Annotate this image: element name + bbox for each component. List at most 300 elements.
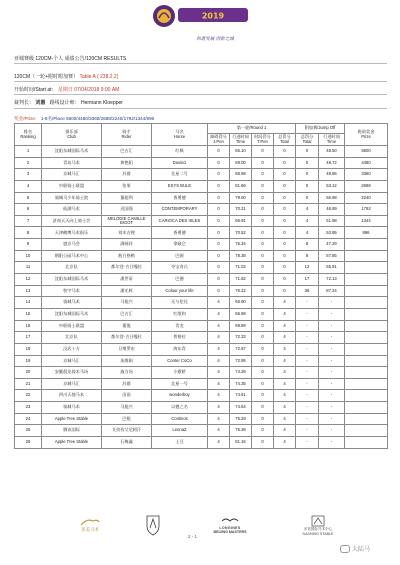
cell-tpen: 0	[252, 390, 274, 402]
cell-time: 74.26	[230, 367, 252, 379]
table-row	[15, 274, 388, 286]
cell-jo-time: 53.12	[319, 180, 345, 192]
cell-jo-time: -	[319, 437, 345, 449]
cell-jo-time: -	[319, 378, 345, 390]
cell-jpen: 4	[208, 367, 230, 379]
logo-text: 2019	[201, 11, 225, 21]
chat-icon	[340, 545, 350, 553]
cell-prize: 1792	[345, 204, 388, 216]
table-row	[15, 378, 388, 390]
cell-prize	[345, 425, 388, 437]
col-club: 俱乐部 Club	[42, 124, 102, 146]
cell-rank: 1	[15, 146, 42, 158]
col-jo-time: 行进时间 Time	[319, 134, 345, 146]
cell-time: 75.34	[230, 239, 252, 251]
cell-jo-total: -	[296, 297, 319, 309]
cell-jpen: 0	[208, 146, 230, 158]
cell-club: 骑城马术	[42, 402, 102, 414]
cell-total: 0	[274, 192, 296, 204]
cell-jo-total: 8	[296, 250, 319, 262]
cell-tpen: 0	[252, 308, 274, 320]
cell-jpen: 4	[208, 390, 230, 402]
cell-tpen: 0	[252, 250, 274, 262]
cell-jpen: 4	[208, 355, 230, 367]
cell-club: 朝阳公园马术中心	[42, 250, 102, 262]
table-row	[15, 308, 388, 320]
cell-total: 0	[274, 215, 296, 227]
watermark	[340, 544, 370, 553]
divider	[14, 94, 387, 95]
cell-horse: 海东青	[152, 343, 208, 355]
cell-total: 4	[274, 413, 296, 425]
start-label: 开始时间/Start at：	[14, 87, 57, 93]
cell-rider: 艾孜孜艾尼阿汗	[102, 425, 152, 437]
cell-time: 74.35	[230, 378, 252, 390]
cell-time: 74.64	[230, 402, 252, 414]
cell-tpen: 0	[252, 274, 274, 286]
cell-time: 81.16	[230, 437, 252, 449]
cell-rank: 22	[15, 390, 42, 402]
cell-time: 71.02	[230, 262, 252, 274]
cell-rank: 23	[15, 402, 42, 414]
cell-total: 0	[274, 180, 296, 192]
cell-horse: 香勇德	[152, 227, 208, 239]
cell-jo-total: -	[296, 425, 319, 437]
cell-rider: 潘光辉	[102, 285, 152, 297]
table-row	[15, 332, 388, 344]
cell-prize	[345, 332, 388, 344]
cell-jpen: 0	[208, 157, 230, 169]
cell-jo-total: -	[296, 413, 319, 425]
cell-rank: 21	[15, 378, 42, 390]
cell-total: 4	[274, 437, 296, 449]
cell-total: 4	[274, 297, 296, 309]
cell-jo-time: 46.89	[319, 204, 345, 216]
designer-label: 路线设计师：	[49, 100, 80, 106]
cell-tpen: 0	[252, 378, 274, 390]
cell-time: 69.89	[230, 320, 252, 332]
table-spec	[14, 73, 118, 80]
cell-club: 四川天骏马术	[42, 390, 102, 402]
table-row	[15, 215, 388, 227]
cell-total: 0	[274, 239, 296, 251]
cell-horse: CARIOCA DES ISLES	[152, 215, 208, 227]
table-row	[15, 297, 388, 309]
cell-jo-time: 55.91	[319, 262, 345, 274]
cell-horse: 拿破仑	[152, 239, 208, 251]
cell-rank: 16	[15, 320, 42, 332]
cell-prize	[345, 413, 388, 425]
table-row	[15, 355, 388, 367]
cell-tpen: 0	[252, 320, 274, 332]
table-row	[15, 425, 388, 437]
table-row	[15, 204, 388, 216]
cell-horse: CONTEMPORARY	[152, 204, 208, 216]
cell-time: 79.00	[230, 192, 252, 204]
cell-jpen: 4	[208, 320, 230, 332]
cell-tpen: 0	[252, 146, 274, 158]
cell-jpen: 0	[208, 262, 230, 274]
cell-jpen: 0	[208, 169, 230, 181]
cell-club: 安徽晨龙骑术马场	[42, 367, 102, 379]
cell-prize	[345, 437, 388, 449]
start-value: 星期日 07/04/2018 9:00 AM	[57, 87, 120, 93]
cell-club: 京城马汇	[42, 378, 102, 390]
cell-jpen: 0	[208, 204, 230, 216]
cell-total: 0	[274, 146, 296, 158]
cell-club: 腾讯国际	[42, 425, 102, 437]
horse-logo-icon	[79, 517, 101, 527]
cell-tpen: 0	[252, 262, 274, 274]
cell-time: 76.22	[230, 285, 252, 297]
cell-rank: 10	[15, 250, 42, 262]
sponsor4-line1: 多美国际马术中心	[303, 526, 333, 531]
cell-rider: 潘世蒂	[102, 274, 152, 286]
cell-rider: 满郝祥	[102, 239, 152, 251]
cell-time: 71.62	[230, 274, 252, 286]
cell-prize: 1344	[345, 215, 388, 227]
cell-total: 0	[274, 169, 296, 181]
cell-jo-time: -	[319, 320, 345, 332]
cell-tpen: 0	[252, 192, 274, 204]
cell-rank: 14	[15, 297, 42, 309]
col-r1-time: 行进时间 Time	[230, 134, 252, 146]
cell-horse: 以德之名	[152, 402, 208, 414]
cell-jo-time: 49.85	[319, 169, 345, 181]
col-round1: 第一轮/Round 1	[208, 124, 296, 134]
cell-jo-time: 87.24	[319, 285, 345, 297]
table-row	[15, 146, 388, 158]
col-prize: 税前奖金 Prize	[345, 124, 388, 146]
header-row	[15, 124, 388, 134]
cell-horse: Davinci	[152, 157, 208, 169]
cell-jo-total: 4	[296, 204, 319, 216]
cell-jo-total: 0	[296, 146, 319, 158]
cell-total: 4	[274, 320, 296, 332]
cell-club: 京城马汇	[42, 169, 102, 181]
cell-jo-time: -	[319, 297, 345, 309]
cell-rank: 25	[15, 425, 42, 437]
shield-logo-icon	[145, 514, 161, 536]
cell-rider: 马旭兴	[102, 297, 152, 309]
cell-prize	[345, 390, 388, 402]
results-table	[14, 123, 388, 449]
cell-jo-time: 47.29	[319, 239, 345, 251]
cell-club: 盛京马会	[42, 239, 102, 251]
col-rider: 骑手 Rider	[102, 124, 152, 146]
cell-tpen: 0	[252, 215, 274, 227]
col-jo-total: 总罚分 Total	[296, 134, 319, 146]
cell-rider: 敖日格勒	[102, 250, 152, 262]
cell-jo-total: -	[296, 308, 319, 320]
cell-total: 4	[274, 332, 296, 344]
cell-rider: 巴古汇	[102, 146, 152, 158]
table-row	[15, 390, 388, 402]
cell-jo-time: 51.98	[319, 215, 345, 227]
cell-jo-total: 12	[296, 262, 319, 274]
cell-jpen: 0	[208, 239, 230, 251]
cell-horse: 北星二号	[152, 169, 208, 181]
cell-time: 69.00	[230, 157, 252, 169]
cell-total: 0	[274, 204, 296, 216]
cell-horse: 青龙	[152, 320, 208, 332]
prize-label: 奖金/Prize：	[14, 116, 40, 121]
table-row	[15, 180, 388, 192]
cell-jo-total: -	[296, 343, 319, 355]
cell-jo-time: 49.72	[319, 157, 345, 169]
cell-time: 75.29	[230, 413, 252, 425]
cell-time: 78.38	[230, 250, 252, 262]
cell-jo-time: -	[319, 425, 345, 437]
cell-time: 81.66	[230, 180, 252, 192]
cell-prize	[345, 308, 388, 320]
cell-time: 74.61	[230, 390, 252, 402]
cell-jo-total: -	[296, 378, 319, 390]
cell-jpen: 0	[208, 250, 230, 262]
cell-rank: 11	[15, 262, 42, 274]
cell-jo-total: -	[296, 437, 319, 449]
cell-rider: 马旭兴	[102, 402, 152, 414]
cell-rank: 5	[15, 192, 42, 204]
cell-total: 4	[274, 355, 296, 367]
cell-jo-total: -	[296, 402, 319, 414]
cell-prize: 2688	[345, 180, 388, 192]
cell-rank: 26	[15, 437, 42, 449]
cell-rider: 巴古汇	[102, 308, 152, 320]
cell-jo-time: -	[319, 402, 345, 414]
cell-horse: Colour your life	[152, 285, 208, 297]
cell-time: 72.95	[230, 355, 252, 367]
table-row	[15, 413, 388, 425]
cell-tpen: 0	[252, 413, 274, 425]
cell-jo-total: -	[296, 390, 319, 402]
cell-total: 0	[274, 285, 296, 297]
cell-jpen: 0	[208, 285, 230, 297]
cell-tpen: 0	[252, 169, 274, 181]
cell-club: 天津鹤博马术俱乐	[42, 227, 102, 239]
cell-jo-total: -	[296, 367, 319, 379]
cell-rank: 15	[15, 308, 42, 320]
cell-rank: 4	[15, 180, 42, 192]
cell-tpen: 0	[252, 355, 274, 367]
cell-club: 骑城马术	[42, 297, 102, 309]
cell-rank: 17	[15, 332, 42, 344]
cell-club: 中联骑士联盟	[42, 180, 102, 192]
cell-prize	[345, 355, 388, 367]
prize-value: 1-8名/Place 5600/4480/3360/2688/2240/1792/1344/896	[40, 116, 155, 121]
cell-jpen: 0	[208, 227, 230, 239]
cell-club: 骑城马少年骑士院	[42, 192, 102, 204]
cell-jpen: 0	[208, 180, 230, 192]
cell-time: 68.98	[230, 169, 252, 181]
table-row	[15, 192, 388, 204]
cell-jo-time: -	[319, 308, 345, 320]
cell-horse: 土豆	[152, 437, 208, 449]
cell-club: 汉武十方	[42, 343, 102, 355]
table-row	[15, 239, 388, 251]
table-row	[15, 250, 388, 262]
cell-club: 济南天天向上骑士会	[42, 215, 102, 227]
cell-time: 72.33	[230, 332, 252, 344]
judges-label: 裁判长：	[14, 100, 35, 106]
cell-club: 北京队	[42, 262, 102, 274]
cell-jo-time: -	[319, 343, 345, 355]
table-row	[15, 169, 388, 181]
start-time	[14, 86, 119, 93]
results-body	[15, 146, 388, 449]
col-rank: 排名 Ranking	[15, 124, 42, 146]
divider	[14, 81, 387, 82]
table-row	[15, 367, 388, 379]
cell-prize	[345, 320, 388, 332]
cell-club: 沈阳东城国际马术	[42, 146, 102, 158]
cell-total: 4	[274, 425, 296, 437]
cell-rank: 2	[15, 157, 42, 169]
cell-jo-time: -	[319, 390, 345, 402]
cell-rider: 张果	[102, 180, 152, 192]
cell-rider: 施当场	[102, 367, 152, 379]
cell-jo-time: -	[319, 355, 345, 367]
sponsor-shield	[142, 510, 164, 540]
sponsor-longines	[196, 510, 264, 540]
divider	[14, 108, 387, 109]
col-r1-total: 总罚分 Total	[274, 134, 296, 146]
cell-club: Apple Tree Stable	[42, 437, 102, 449]
cell-jo-total: 17	[296, 274, 319, 286]
cell-jpen: 4	[208, 437, 230, 449]
col-r1-tpen: 时间罚分 T.Pen	[252, 134, 274, 146]
cell-total: 0	[274, 250, 296, 262]
cell-jo-total: -	[296, 332, 319, 344]
cell-jo-total: 0	[296, 192, 319, 204]
cell-rank: 13	[15, 285, 42, 297]
cell-jpen: 4	[208, 308, 230, 320]
table-spec-prefix: 120CM（一轮+附时附加赛）	[14, 74, 79, 80]
cell-rank: 6	[15, 204, 42, 216]
cell-jo-time: -	[319, 332, 345, 344]
cell-tpen: 0	[252, 297, 274, 309]
cell-rider: 旦增罗布	[102, 343, 152, 355]
cell-total: 4	[274, 402, 296, 414]
cell-prize: 2240	[345, 192, 388, 204]
table-row	[15, 227, 388, 239]
cell-club: 仙湖马术	[42, 204, 102, 216]
cell-jpen: 0	[208, 192, 230, 204]
cell-time: 72.67	[230, 343, 252, 355]
cell-prize: 896	[345, 227, 388, 239]
cell-tpen: 0	[252, 157, 274, 169]
cell-rider: 石梅鑫	[102, 437, 152, 449]
cell-jpen: 4	[208, 378, 230, 390]
cell-total: 4	[274, 343, 296, 355]
table-row	[15, 343, 388, 355]
cell-rank: 18	[15, 343, 42, 355]
cell-horse: 红歌和	[152, 308, 208, 320]
cell-club: 沈阳东城国际马术	[42, 274, 102, 286]
cell-jo-total: 0	[296, 157, 319, 169]
cell-prize	[345, 274, 388, 286]
cell-prize	[345, 297, 388, 309]
sponsor3-line1: LONGINES	[219, 526, 241, 530]
cell-time: 66.90	[230, 297, 252, 309]
cell-rider: 苏群	[102, 169, 152, 181]
page-number: 2 - 1	[188, 534, 198, 539]
cell-jpen: 4	[208, 343, 230, 355]
cell-jpen: 0	[208, 274, 230, 286]
cell-time: 75.39	[230, 425, 252, 437]
cell-club: 沈阳东城国际马术	[42, 308, 102, 320]
event-logo	[150, 2, 250, 30]
cell-jo-time: -	[319, 367, 345, 379]
table-row	[15, 262, 388, 274]
cell-rider: 田雨	[102, 390, 152, 402]
sponsor1-name: 多美马术	[81, 527, 99, 532]
cell-total: 4	[274, 390, 296, 402]
cell-jo-total: 4	[296, 227, 319, 239]
slogan: 和谐发展 创新之城	[196, 37, 234, 42]
cell-club: 青岛马术	[42, 157, 102, 169]
cell-horse: LeonaZ	[152, 425, 208, 437]
cell-total: 4	[274, 308, 296, 320]
cell-rank: 8	[15, 227, 42, 239]
cell-jpen: 4	[208, 297, 230, 309]
cell-prize	[345, 250, 388, 262]
winged-hourglass-icon	[221, 516, 239, 526]
cell-jo-time: 57.85	[319, 250, 345, 262]
sponsor-dashing	[290, 510, 346, 540]
cell-horse: 巴德	[152, 274, 208, 286]
cell-rider: 迟国强	[102, 204, 152, 216]
cell-horse: 红枫	[152, 146, 208, 158]
cell-rider: 刘木吉理	[102, 227, 152, 239]
cell-rank: 19	[15, 355, 42, 367]
cell-prize	[345, 239, 388, 251]
cell-rider: 董超利	[102, 192, 152, 204]
cell-jpen: 4	[208, 402, 230, 414]
cell-rider: 董俊	[102, 320, 152, 332]
cell-tpen: 0	[252, 180, 274, 192]
cell-club: 京城马汇	[42, 355, 102, 367]
cell-horse: 北星一号	[152, 378, 208, 390]
cell-tpen: 0	[252, 285, 274, 297]
cell-jpen: 0	[208, 215, 230, 227]
cell-prize	[345, 262, 388, 274]
cell-prize: 5600	[345, 146, 388, 158]
cell-jo-time: 72.13	[319, 274, 345, 286]
cell-time: 66.91	[230, 215, 252, 227]
cell-horse: 香勇德	[152, 192, 208, 204]
cell-tpen: 0	[252, 367, 274, 379]
col-r1-jpen: 障碍罚分 J.Pen	[208, 134, 230, 146]
cell-time: 70.52	[230, 227, 252, 239]
cell-total: 4	[274, 378, 296, 390]
cell-jo-total: 4	[296, 215, 319, 227]
cell-jpen: 4	[208, 332, 230, 344]
cell-tpen: 0	[252, 402, 274, 414]
cell-jpen: 4	[208, 413, 230, 425]
stable-logo-icon	[311, 515, 325, 527]
judges-name: 刘惠	[35, 100, 46, 106]
cell-total: 0	[274, 157, 296, 169]
cell-prize	[345, 402, 388, 414]
cell-total: 0	[274, 274, 296, 286]
table-row	[15, 285, 388, 297]
cell-rank: 9	[15, 239, 42, 251]
cell-prize	[345, 285, 388, 297]
cell-rider: 都尔登·吉日嘎拉	[102, 332, 152, 344]
cell-jo-total: 0	[296, 180, 319, 192]
cell-horse: ESYS BULE	[152, 180, 208, 192]
